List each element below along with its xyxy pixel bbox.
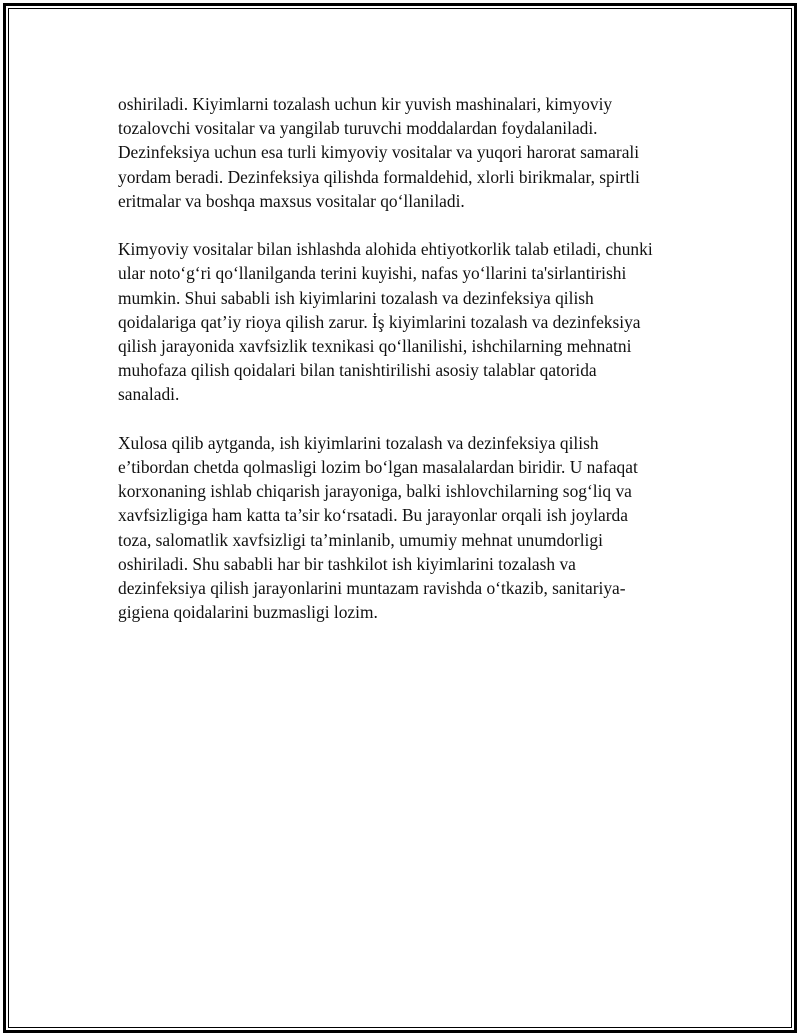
text-line: oshiriladi. Shu sababli har bir tashkilot ish kiyimlarini tozalash va [118,553,576,574]
paragraph-3 [118,431,698,625]
text-line: muhofaza qilish qoidalari bilan tanishtirilishi asosiy talablar qatorida [118,360,597,381]
text-line: toza, salomatlik xavfsizligi ta’minlanib, umumiy mehnat unumdorligi [118,529,603,550]
paragraph-1 [118,92,698,213]
text-line: ular noto‘g‘ri qo‘llanilganda terini kuyishi, nafas yo‘llarini ta'sirlantirishi [118,263,627,284]
document-body [118,92,698,649]
text-line: eritmalar va boshqa maxsus vositalar qo‘llaniladi. [118,190,465,211]
text-line: dezinfeksiya qilish jarayonlarini muntazam ravishda o‘tkazib, sanitariya- [118,578,626,599]
text-line: gigiena qoidalarini buzmasligi lozim. [118,602,378,623]
text-line: oshiriladi. Kiyimlarni tozalash uchun kir yuvish mashinalari, kimyoviy [118,94,613,114]
text-line: sanaladi. [118,384,180,405]
paragraph-2 [118,237,698,406]
text-line: xavfsizligiga ham katta ta’sir ko‘rsatadi. Bu jarayonlar orqali ish joylarda [118,505,628,526]
text-line: tozalovchi vositalar va yangilab turuvchi moddalardan foydalaniladi. [118,118,598,139]
text-line: Dezinfeksiya uchun esa turli kimyoviy vositalar va yuqori harorat samarali [118,142,640,163]
text-line: qilish jarayonida xavfsizlik texnikasi qo‘llanilishi, ishchilarning mehnatni [118,336,632,357]
text-line: qoidalariga qat’iy rioya qilish zarur. İş kiyimlarini tozalash va dezinfeksiya [118,311,641,332]
text-line: Kimyoviy vositalar bilan ishlashda alohida ehtiyotkorlik talab etiladi, chunki [118,239,653,260]
text-line: yordam beradi. Dezinfeksiya qilishda formaldehid, xlorli birikmalar, spirtli [118,166,640,187]
text-line: korxonaning ishlab chiqarish jarayoniga, balki ishlovchilarning sog‘liq va [118,481,632,502]
text-line: e’tibordan chetda qolmasligi lozim bo‘lgan masalalardan biridir. U nafaqat [118,457,638,478]
text-line: mumkin. Shui sababli ish kiyimlarini tozalash va dezinfeksiya qilish [118,287,594,308]
text-line: Xulosa qilib aytganda, ish kiyimlarini tozalash va dezinfeksiya qilish [118,432,599,453]
